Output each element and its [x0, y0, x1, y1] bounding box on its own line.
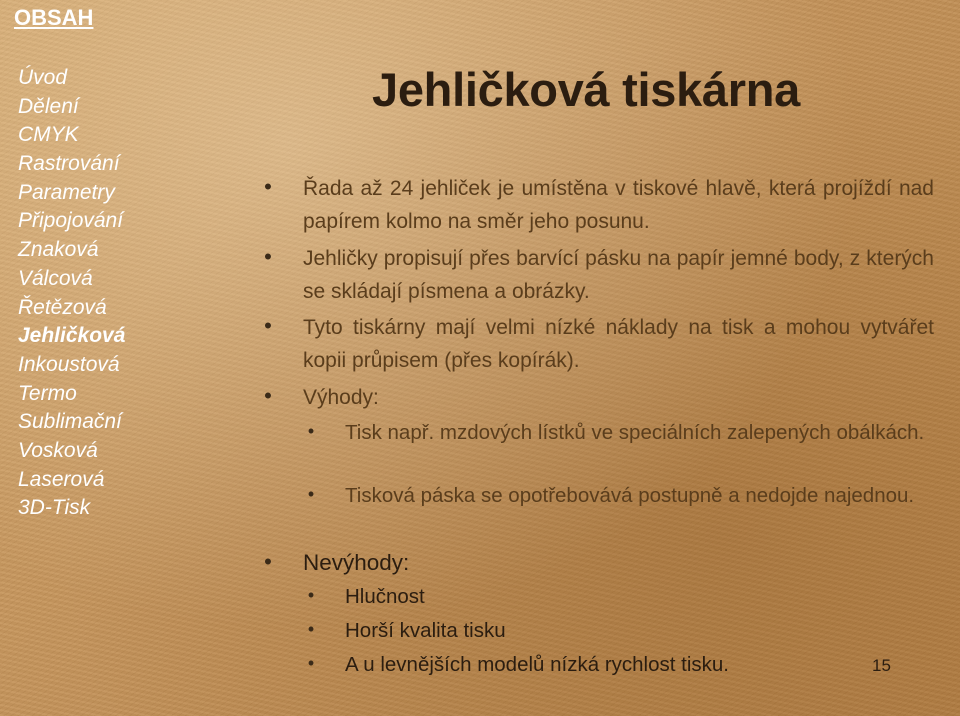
slide-page-number: 15	[872, 656, 891, 675]
sub-bullet-dot-icon: •	[307, 484, 315, 504]
disadvantages-label: Nevýhody:	[303, 550, 410, 575]
advantage-ribbon-wear: Tisková páska se opotřebovává postupně a nedojde najednou.	[345, 484, 915, 507]
nav-item-cmyk[interactable]: CMYK	[18, 123, 79, 147]
nav-item-laserova[interactable]: Laserová	[18, 467, 105, 491]
sub-bullet-dot-icon: •	[307, 619, 315, 639]
nav-item-jehlickova[interactable]: Jehličková	[18, 324, 126, 348]
advantage-payslips: Tisk např. mzdových lístků ve speciálních zalepených obálkách.	[345, 421, 925, 444]
disadvantage-quality: Horší kvalita tisku	[345, 619, 506, 642]
bullet-dot-icon: •	[264, 174, 272, 199]
nav-item-uvod[interactable]: Úvod	[18, 66, 68, 89]
nav-item-inkoustova[interactable]: Inkoustová	[18, 352, 120, 376]
nav-item-retezova[interactable]: Řetězová	[18, 295, 107, 319]
nav-list	[18, 64, 125, 523]
bullet-dot-icon: •	[264, 383, 272, 408]
nav-item-rastrovani[interactable]: Rastrování	[18, 152, 120, 176]
nav-item-znakova[interactable]: Znaková	[18, 238, 99, 262]
nav-item-deleni[interactable]: Dělení	[18, 94, 79, 118]
bullet-pins-ribbon: Jehličky propisují přes barvící pásku na papír jemné body, z kterých se skládají písmena a obrázky.	[303, 247, 934, 303]
nav-item-voskova[interactable]: Vosková	[18, 438, 98, 462]
nav-item-termo[interactable]: Termo	[18, 381, 77, 405]
advantages-label: Výhody:	[303, 386, 379, 409]
disadvantage-speed: A u levnějších modelů nízká rychlost tisku.	[345, 653, 729, 676]
sub-bullet-dot-icon: •	[307, 585, 315, 605]
slide-title: Jehličková tiskárna	[372, 63, 800, 116]
bullet-dot-icon: •	[264, 244, 272, 269]
nav-item-3d-tisk[interactable]: 3D-Tisk	[18, 496, 91, 520]
nav-item-parametry[interactable]: Parametry	[18, 180, 115, 204]
disadvantage-noise: Hlučnost	[345, 585, 425, 608]
sub-bullet-dot-icon: •	[307, 653, 315, 673]
bullet-low-cost: Tyto tiskárny mají velmi nízké náklady na tisk a mohou vytvářet kopii průpisem (přes kopírák).	[303, 316, 934, 372]
nav-item-pripojovani[interactable]: Připojování	[18, 209, 124, 233]
nav-title-obsah-link[interactable]: OBSAH	[14, 5, 94, 30]
nav-item-valcova[interactable]: Válcová	[18, 266, 93, 290]
bullet-dot-icon: •	[264, 549, 272, 574]
bullet-dot-icon: •	[264, 313, 272, 338]
nav-item-sublimacni[interactable]: Sublimační	[18, 410, 122, 434]
bullet-pins-in-head: Řada až 24 jehliček je umístěna v tiskové hlavě, která projíždí nad papírem kolmo na směr jeho posunu.	[303, 177, 934, 233]
sub-bullet-dot-icon: •	[307, 421, 315, 441]
